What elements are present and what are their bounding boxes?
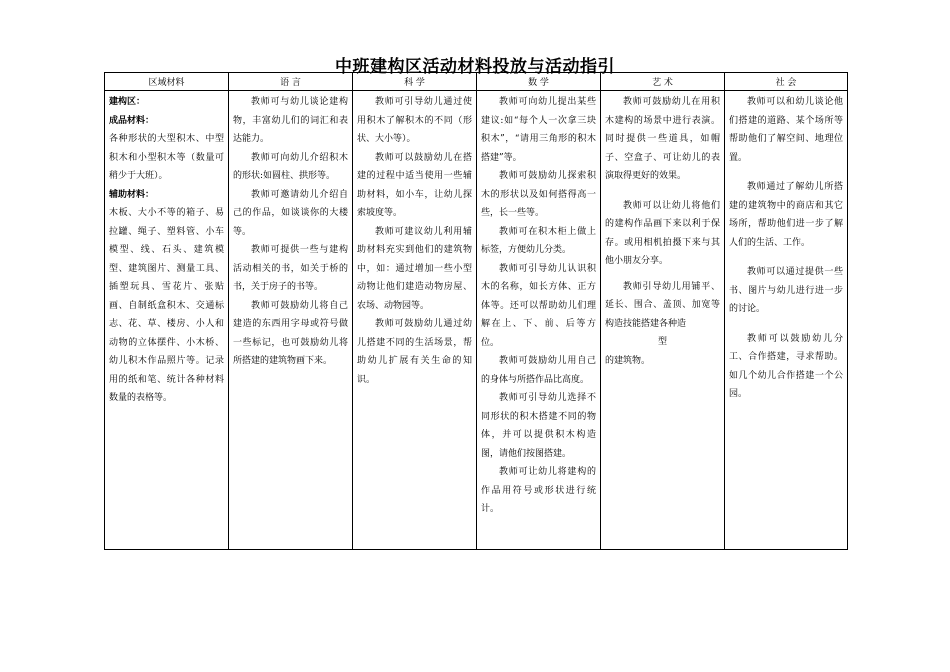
society-item: 教师可以通过提供一些书、图片与幼儿进行进一步的讨论。 — [729, 267, 843, 314]
language-cell — [229, 91, 353, 550]
science-item: 教师可鼓励幼儿通过幼儿搭建不同的生活场景，帮助幼儿扩展有关生命的知识。 — [357, 319, 472, 385]
art-cell — [601, 91, 725, 550]
math-item: 教师可向幼儿提出某些建议:如“每个人一次拿三块积木”，“请用三角形的积木搭建”等。 — [481, 97, 596, 163]
finished-materials-label: 成品材料： — [109, 115, 155, 126]
language-item: 教师可邀请幼儿介绍自己的作品，如谈谈你的大楼等。 — [233, 189, 348, 237]
math-item: 教师可让幼儿将建构的作品用符号或形状进行统计。 — [481, 467, 596, 514]
header-materials: 区域材料 — [105, 73, 229, 91]
society-cell — [725, 91, 848, 550]
math-item: 教师可鼓励幼儿用自己 的身体与所搭作品比高度。 — [481, 356, 596, 385]
art-item: 的建筑物。 — [605, 355, 651, 366]
science-item: 教师可引导幼儿通过使用积木了解积木的不同（形状、大小等）。 — [357, 97, 472, 144]
materials-cell — [105, 91, 229, 550]
language-item: 教师可提供一些与建构活动相关的书，如关于桥的书，关于房子的书等。 — [233, 245, 348, 292]
header-art: 艺 术 — [601, 73, 725, 91]
aux-materials-text: 木板、大小不等的箱子、易拉罐、绳子、塑料管、小车模型、线、石头、建筑模型、建筑图片、测量工具、插塑玩具、雪花片、张贴画、自制纸盒积木、交通标志、花、草、楼房、小人和动物的立体摆件、小木桥、幼儿积木作品照片等。记录用的纸和笔、统计各种材料数量的表格等。 — [109, 208, 224, 403]
header-science: 科 学 — [353, 73, 477, 91]
language-item: 教师可与幼儿谈论建构物，丰富幼儿们的词汇和表达能力。 — [233, 97, 348, 144]
art-item: 教师可以让幼儿将他们的建构作品画下来以利于保存。或用相机拍摄下来与其他小朋友分享。 — [605, 200, 720, 266]
science-item: 教师可建议幼儿利用辅助材料充实到他们的建筑物中，如：通过增加一些小型动物让他们建造动物房屋、农场、动物园等。 — [357, 226, 472, 311]
art-item: 型 — [657, 337, 667, 347]
content-row — [105, 91, 848, 550]
math-item: 教师可引导幼儿认识积木的名称，如长方体、正方体等。还可以帮助幼儿们理解在上、下、前、后等方位。 — [481, 263, 596, 348]
science-cell — [353, 91, 477, 550]
math-item: 教师可引导幼儿选择不同形状的积木搭建不同的物体，并可以提供积木构造图，请他们按图搭建。 — [481, 393, 596, 459]
art-item: 教师引导幼儿用铺平、延长、围合、盖顶、加宽等构造技能搭建各种造 — [605, 281, 720, 329]
page-title: 中班建构区活动材料投放与活动指引 — [335, 57, 615, 77]
header-math: 数 学 — [477, 73, 601, 91]
society-item: 教师可以鼓励幼儿分工、合作搭建，寻求帮助。如几个幼儿合作搭建一个公园。 — [729, 333, 843, 399]
math-cell — [477, 91, 601, 550]
activity-table — [104, 72, 848, 550]
header-language: 语 言 — [229, 73, 353, 91]
aux-materials-label: 辅助材料： — [109, 189, 155, 200]
header-row — [105, 73, 848, 91]
math-item: 教师可鼓励幼儿探索积木的形状以及如何搭得高一些，长一些等。 — [481, 171, 596, 218]
society-item: 教师通过了解幼儿所搭建的建筑物中的商店和其它场所，帮助他们进一步了解人们的生活、工作。 — [729, 182, 843, 248]
science-item: 教师可以鼓励幼儿在搭建的过程中适当使用一些辅助材料，如小车，让幼儿探索坡度等。 — [357, 152, 472, 218]
header-society: 社 会 — [725, 73, 848, 91]
math-item: 教师可在积木柜上做上标签，方便幼儿分类。 — [481, 226, 596, 255]
language-item: 教师可向幼儿介绍积木的形状:如圆柱、拱形等。 — [233, 152, 348, 181]
area-label: 建构区： — [109, 97, 146, 107]
society-item: 教师可以和幼儿谈论他们搭建的道路、某个场所等帮助他们了解空间、地理位置。 — [729, 97, 843, 163]
finished-materials-text: 各种形状的大型积木、中型积木和小型积木等（数量可稍少于大班）。 — [109, 134, 224, 181]
language-item: 教师可鼓励幼儿将自己建造的东西用字母或符号做一些标记，也可鼓励幼儿将所搭建的建筑物画下来。 — [233, 300, 348, 366]
art-item: 教师可鼓励幼儿在用积木建构的场景中进行表演。同时提供一些道具，如帽子、空盒子、可让幼儿的表演取得更好的效果。 — [605, 97, 720, 181]
